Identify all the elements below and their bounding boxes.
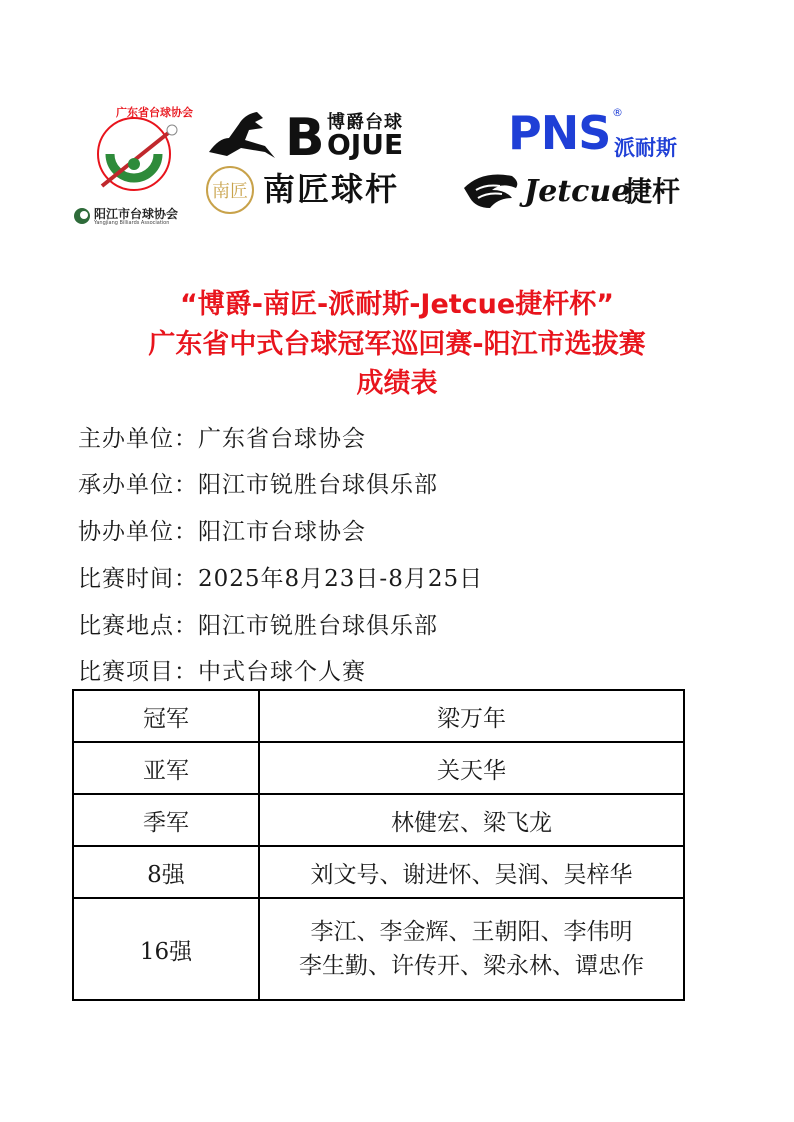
names-line: 李生勤、许传开、梁永林、谭忠作: [299, 953, 644, 979]
pns-chinese: 派耐斯: [614, 136, 677, 160]
title-line-2: 广东省中式台球冠军巡回赛-阳江市选拔赛: [148, 329, 646, 360]
info-value: 阳江市台球协会: [198, 519, 366, 545]
title-line-3: 成绩表: [356, 368, 438, 399]
info-value: 阳江市锐胜台球俱乐部: [198, 613, 438, 639]
rank-cell: 亚军: [73, 742, 259, 794]
names-cell: 梁万年: [259, 690, 684, 742]
guangdong-association-logo: [84, 104, 193, 204]
names-line: 李江、李金辉、王朝阳、李伟明: [310, 919, 633, 945]
info-label: 比赛时间：: [78, 566, 198, 592]
bojue-chinese: 博爵台球: [327, 112, 403, 133]
title-line-1: “博爵-南匠-派耐斯-Jetcue捷杆杯”: [180, 289, 614, 320]
names-cell: 刘文号、谢进怀、吴润、吴梓华: [259, 846, 684, 898]
host-line: [78, 466, 438, 499]
eagle-icon: [462, 168, 522, 218]
nanjiang-logo: [205, 165, 420, 217]
table-row: [73, 898, 684, 1000]
results-table: [72, 689, 685, 1001]
bojue-logo: [205, 106, 410, 168]
nanjiang-name: 南匠球杆: [263, 170, 400, 208]
info-label: 协办单位：: [78, 519, 198, 545]
jetcue-english: Jetcue: [524, 174, 631, 209]
yj-association-english: Yangjiang Billiards Association: [94, 220, 170, 226]
table-row: [73, 794, 684, 846]
info-value: 中式台球个人赛: [198, 659, 366, 685]
pns-english: PNS: [508, 106, 611, 160]
names-cell: 林健宏、梁飞龙: [259, 794, 684, 846]
names-cell: [259, 898, 684, 1000]
nanjiang-seal-text: 南匠: [212, 181, 248, 202]
bojue-b: B: [285, 108, 325, 168]
info-label: 主办单位：: [78, 426, 198, 452]
bojue-english: [285, 108, 325, 168]
gd-association-name: 广东省台球协会: [116, 106, 193, 119]
info-value: 2025年8月23日-8月25日: [198, 566, 484, 592]
pns-registered: ®: [612, 106, 623, 119]
rank-cell: 季军: [73, 794, 259, 846]
info-label: 承办单位：: [78, 472, 198, 498]
info-value: 广东省台球协会: [198, 426, 366, 452]
horse-icon: [205, 108, 283, 160]
info-value: 阳江市锐胜台球俱乐部: [198, 472, 438, 498]
table-row: [73, 742, 684, 794]
yangjiang-emblem-icon: [72, 206, 92, 226]
event-line: [78, 653, 366, 686]
date-line: [78, 560, 483, 593]
info-label: 比赛地点：: [78, 613, 198, 639]
organizer-line: [78, 420, 366, 453]
sponsor-logos: [0, 0, 794, 240]
nanjiang-seal-icon: [205, 165, 255, 215]
venue-line: [78, 607, 438, 640]
yj-association-name: 阳江市台球协会: [94, 207, 179, 221]
pns-logo: [508, 108, 688, 160]
co-organizer-line: [78, 513, 366, 546]
table-row: [73, 690, 684, 742]
table-row: [73, 846, 684, 898]
bojue-word: OJUE: [327, 128, 404, 161]
jetcue-chinese: 捷杆: [624, 175, 681, 208]
rank-cell: 8强: [73, 846, 259, 898]
names-cell: 关天华: [259, 742, 684, 794]
yangjiang-association-logo: [72, 205, 202, 227]
rank-cell: 冠军: [73, 690, 259, 742]
info-label: 比赛项目：: [78, 659, 198, 685]
jetcue-logo: [462, 168, 692, 220]
rank-cell: 16强: [73, 898, 259, 1000]
